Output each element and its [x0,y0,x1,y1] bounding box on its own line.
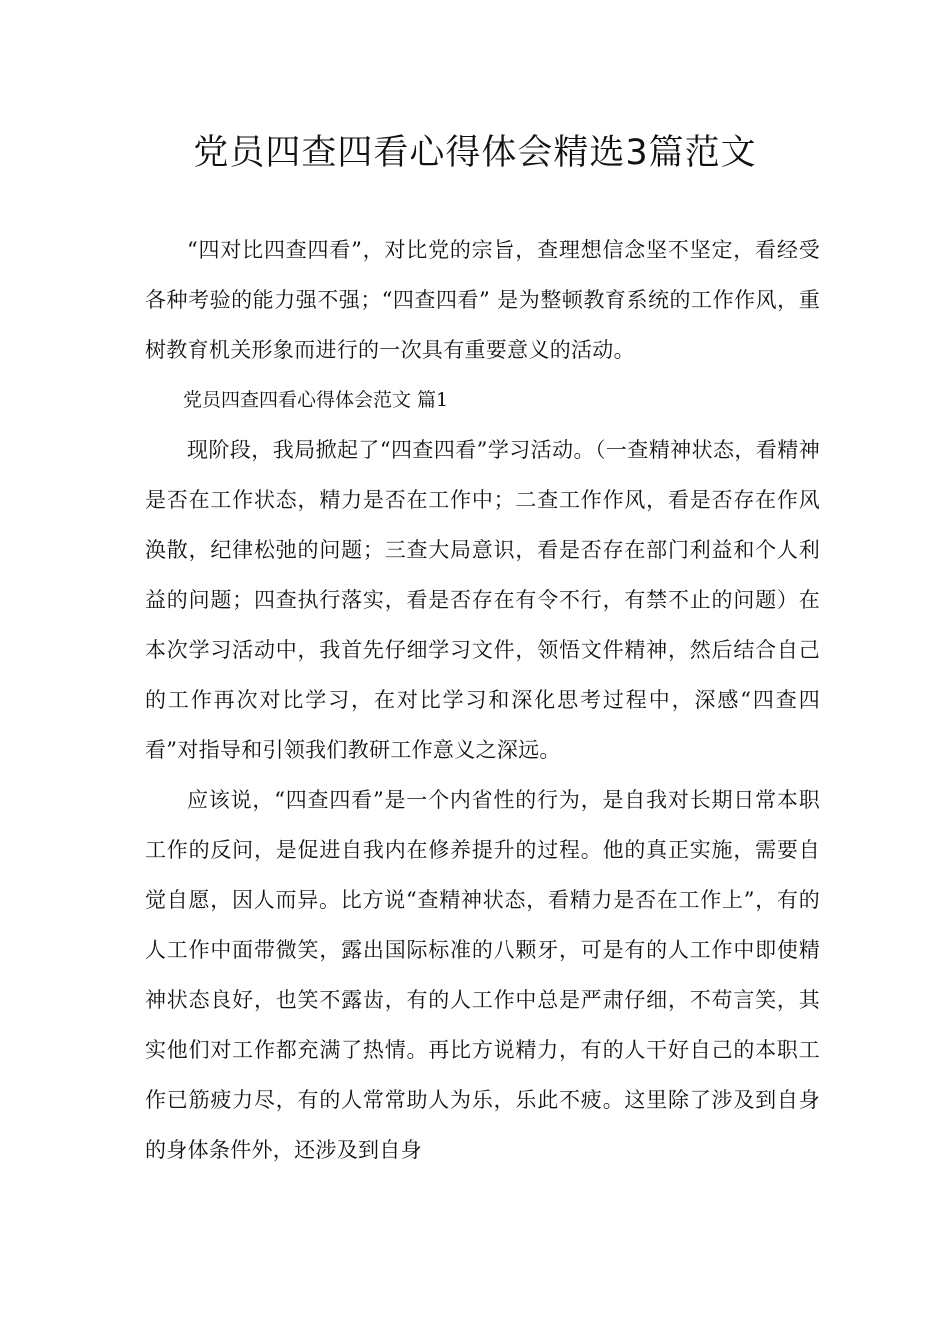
body-paragraph-1: 现阶段，我局掀起了“四查四看”学习活动。（一查精神状态，看精神是否在工作状态，精力是否在工作中；二查工作作风，看是否存在作风涣散，纪律松弛的问题；三查大局意识，看是否存在部门利益和个人利益的问题；四查执行落实，看是否存在有令不行，有禁不止的问题）在本次学习活动中，我首先仔细学习文件，领悟文件精神，然后结合自己的工作再次对比学习，在对比学习和深化思考过程中，深感“四查四看”对指导和引领我们教研工作意义之深远。 [145,438,820,762]
document-body [145,225,820,1175]
intro-paragraph: “四对比四查四看”，对比党的宗旨，查理想信念坚不坚定，看经受各种考验的能力强不强；“四查四看” 是为整顿教育系统的工作作风，重树教育机关形象而进行的一次具有重要意义的活动。 [145,238,820,362]
document-title: 党员四查四看心得体会精选3篇范文 [193,133,757,173]
section-heading: 党员四查四看心得体会范文 篇1 [183,389,449,411]
body-paragraph-2: 应该说，“四查四看”是一个内省性的行为，是自我对长期日常本职工作的反问，是促进自我内在修养提升的过程。他的真正实施，需要自觉自愿，因人而异。比方说“查精神状态，看精力是否在工作上”，有的人工作中面带微笑，露出国际标准的八颗牙，可是有的人工作中即使精神状态良好，也笑不露齿，有的人工作中总是严肃仔细，不苟言笑，其实他们对工作都充满了热情。再比方说精力，有的人干好自己的本职工作已筋疲力尽，有的人常常助人为乐，乐此不疲。这里除了涉及到自身的身体条件外，还涉及到自身 [145,788,820,1162]
